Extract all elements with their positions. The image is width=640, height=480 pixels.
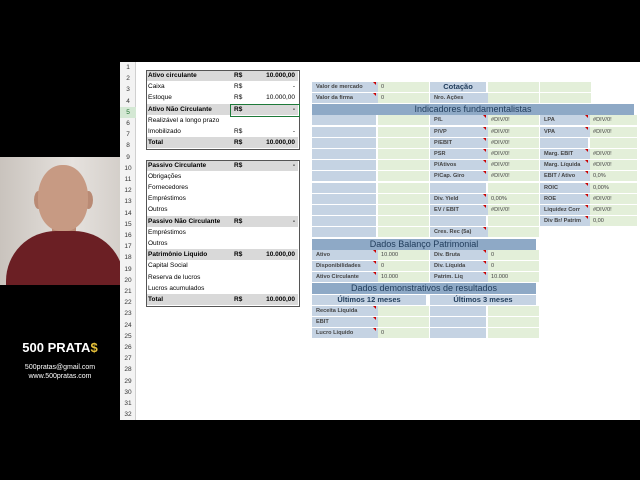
indicator-value[interactable]: #DIV/0!	[590, 115, 637, 125]
comment-marker	[585, 171, 588, 174]
dr-value[interactable]: 0	[378, 328, 429, 338]
row-header[interactable]: 27	[124, 355, 132, 363]
indicator-value[interactable]: #DIV/0!	[488, 171, 539, 181]
indicator-value[interactable]	[590, 138, 637, 148]
bp-label: Patrim. Liq	[430, 272, 490, 282]
comment-marker	[483, 194, 486, 197]
bp-label: Ativo	[312, 250, 380, 260]
indicator-value[interactable]	[488, 227, 539, 237]
blank-cell	[430, 328, 486, 338]
value-cell[interactable]	[378, 160, 429, 170]
indicator-label: Div. Yield	[430, 194, 490, 204]
row-header[interactable]: 11	[124, 176, 132, 183]
brand-logo: 500 PRATA$	[22, 340, 98, 355]
blank-cell	[312, 149, 376, 159]
currency: R$	[234, 83, 243, 91]
row-header[interactable]: 31	[124, 400, 132, 407]
indicator-label: P/EBIT	[430, 138, 490, 148]
indicator-value[interactable]	[488, 216, 539, 226]
blank-cell	[430, 317, 486, 327]
balance-value: 10.000,00	[266, 296, 295, 303]
row-header[interactable]: 30	[124, 388, 132, 396]
indicator-label: P/VP	[430, 127, 490, 137]
balance-label: Fornecedores	[148, 184, 189, 191]
comment-marker	[373, 317, 376, 320]
balance-sheet-table[interactable]	[146, 70, 298, 310]
quote-value[interactable]	[488, 82, 539, 92]
comment-marker	[585, 183, 588, 186]
row-header[interactable]: 28	[124, 366, 132, 374]
bp-label: Disponibilidades	[312, 261, 380, 271]
blank-cell	[312, 205, 376, 215]
indicator-value[interactable]: #DIV/0!	[590, 205, 637, 215]
balance-label: Capital Social	[148, 262, 188, 270]
comment-marker	[483, 250, 486, 253]
indicator-value[interactable]: #DIV/0!	[590, 149, 637, 159]
indicator-label: ROIC	[540, 183, 592, 193]
row-header[interactable]: 5	[120, 107, 136, 118]
row-header[interactable]: 25	[124, 332, 132, 340]
balance-label: Empréstimos	[148, 228, 186, 236]
comment-marker	[373, 250, 376, 253]
comment-marker	[483, 115, 486, 118]
indicator-value[interactable]: #DIV/0!	[590, 127, 637, 137]
value-cell[interactable]	[378, 149, 429, 159]
indicator-label: PSR	[430, 149, 490, 159]
dr-value[interactable]	[378, 306, 429, 316]
indicator-label: P/Cap. Giro	[430, 171, 490, 181]
bp-value[interactable]: 0	[378, 261, 429, 271]
comment-marker	[585, 160, 588, 163]
last-12-months-header: Últimos 12 meses	[312, 295, 426, 305]
indicator-value[interactable]: 0,00	[590, 216, 637, 226]
value-cell[interactable]	[378, 227, 429, 237]
market-value-label: Valor de mercado	[312, 82, 380, 92]
brand-site: www.500pratas.com	[28, 373, 92, 380]
indicators-title: Indicadores fundamentalistas	[312, 104, 634, 115]
comment-marker	[585, 194, 588, 197]
firm-value-label: Valor da firma	[312, 93, 380, 103]
comment-marker	[585, 205, 588, 208]
blank-cell	[312, 127, 376, 137]
indicator-label: EBIT / Ativo	[540, 171, 592, 181]
balance-label: Realizável a longo prazo	[148, 116, 220, 124]
currency: R$	[234, 251, 243, 259]
bp-label: Ativo Circulante	[312, 272, 380, 282]
comment-marker	[483, 272, 486, 275]
balance-value: -	[292, 83, 295, 91]
balance-label: Ativo Não Circulante	[148, 105, 212, 113]
balance-label: Estoque	[148, 94, 172, 102]
currency: R$	[234, 217, 243, 225]
dr-value[interactable]	[488, 306, 539, 316]
blank-cell	[540, 138, 588, 148]
indicator-label: Marg. Líquida	[540, 160, 592, 170]
comment-marker	[483, 205, 486, 208]
comment-marker	[373, 93, 376, 96]
row-header[interactable]: 19	[124, 265, 132, 273]
value-cell[interactable]	[378, 115, 429, 125]
indicator-label: ROE	[540, 194, 592, 204]
presenter-head	[38, 165, 88, 231]
row-header[interactable]: 4	[126, 97, 130, 105]
firm-value[interactable]: 0	[378, 93, 429, 103]
balance-label: Caixa	[148, 83, 165, 91]
comment-marker	[373, 306, 376, 309]
value-cell[interactable]	[378, 171, 429, 181]
comment-marker	[483, 149, 486, 152]
selected-cell[interactable]	[230, 104, 300, 117]
indicator-label: Div Br/ Patrim	[540, 216, 592, 226]
blank-cell	[312, 115, 376, 125]
balance-value: -	[292, 161, 295, 169]
comment-marker	[585, 149, 588, 152]
row-header[interactable]: 13	[124, 198, 132, 206]
balance-label: Patrimônio Liquido	[148, 251, 208, 259]
row-header[interactable]: 12	[124, 187, 132, 195]
indicator-value[interactable]: #DIV/0!	[488, 149, 539, 159]
shares-value[interactable]	[488, 93, 539, 103]
row-header[interactable]: 9	[126, 153, 130, 161]
indicator-label: LPA	[540, 115, 592, 125]
comment-marker	[585, 115, 588, 118]
top-value[interactable]	[540, 82, 591, 92]
comment-marker	[483, 138, 486, 141]
row-header[interactable]: 17	[124, 243, 132, 251]
balance-value: 10.000,00	[266, 139, 295, 147]
value-cell[interactable]	[378, 138, 429, 148]
balance-value: 10.000,00	[266, 94, 295, 102]
comment-marker	[483, 227, 486, 230]
balance-label: Empréstimos	[148, 195, 186, 203]
indicator-value[interactable]: #DIV/0!	[488, 138, 539, 148]
indicator-value[interactable]: #DIV/0!	[488, 160, 539, 170]
row-header[interactable]: 20	[124, 276, 132, 284]
row-header[interactable]: 6	[126, 120, 130, 127]
balance-label: Passivo Não Circulante	[148, 217, 221, 225]
value-cell[interactable]	[378, 205, 429, 215]
row-header[interactable]: 2	[126, 75, 130, 83]
currency: R$	[234, 72, 243, 79]
balance-box	[146, 160, 300, 308]
row-header[interactable]: 24	[124, 321, 132, 329]
indicator-label: P/Ativos	[430, 160, 490, 170]
value-cell[interactable]	[378, 183, 429, 193]
spreadsheet[interactable]	[120, 62, 640, 420]
comment-marker	[585, 216, 588, 219]
row-header[interactable]: 10	[124, 164, 132, 172]
blank-cell	[312, 183, 376, 193]
currency: R$	[234, 105, 243, 113]
balance-label: Outros	[148, 240, 168, 247]
indicator-label: Cres. Rec (5a)	[430, 227, 490, 237]
comment-marker	[483, 261, 486, 264]
indicator-value[interactable]	[488, 183, 539, 193]
comment-marker	[373, 261, 376, 264]
indicator-value[interactable]: 0,00%	[488, 194, 539, 204]
row-header[interactable]: 26	[124, 344, 132, 351]
webcam-video	[0, 157, 120, 285]
blank-cell	[430, 216, 486, 226]
currency: R$	[234, 94, 243, 102]
indicator-value[interactable]: 0,0%	[590, 171, 637, 181]
balance-value: 10.000,00	[266, 72, 295, 79]
blank-cell	[312, 216, 376, 226]
row-header[interactable]: 18	[124, 254, 132, 262]
comment-marker	[585, 127, 588, 130]
row-header[interactable]: 22	[124, 299, 132, 307]
row-header[interactable]: 8	[126, 142, 130, 150]
row-header[interactable]: 15	[124, 220, 132, 228]
comment-marker	[483, 171, 486, 174]
balance-label: Outros	[148, 206, 168, 214]
bp-label: Div. Líquida	[430, 261, 490, 271]
row-header[interactable]: 3	[126, 86, 130, 94]
row-header[interactable]: 21	[124, 288, 132, 295]
indicator-value[interactable]: #DIV/0!	[488, 115, 539, 125]
row-header[interactable]: 7	[126, 131, 130, 139]
row-header[interactable]: 1	[126, 64, 130, 71]
balance-value: 10.000,00	[266, 251, 295, 259]
blank-cell	[430, 306, 486, 316]
dr-value[interactable]	[378, 317, 429, 327]
bp-value[interactable]: 10.000	[488, 272, 539, 282]
dr-label: Lucro Liquido	[312, 328, 380, 338]
bp-value[interactable]: 10.000	[378, 250, 429, 260]
shares-label: Nro. Ações	[430, 93, 490, 103]
indicator-value[interactable]: #DIV/0!	[488, 205, 539, 215]
value-cell[interactable]	[378, 194, 429, 204]
balance-label: Reserva de lucros	[148, 273, 201, 281]
currency: R$	[234, 128, 243, 135]
indicator-value[interactable]: 0,00%	[590, 183, 637, 193]
balance-label: Total	[148, 296, 164, 303]
row-header[interactable]: 23	[124, 310, 132, 318]
currency: R$	[234, 296, 243, 303]
blank-cell	[312, 138, 376, 148]
balance-value: -	[292, 105, 295, 113]
value-cell[interactable]	[378, 127, 429, 137]
blank-cell	[312, 171, 376, 181]
dr-label: Receita Liquida	[312, 306, 380, 316]
blank-cell	[312, 160, 376, 170]
dr-title: Dados demonstrativos de resultados	[312, 283, 536, 294]
indicator-label: Marg. EBIT	[540, 149, 592, 159]
balance-value: -	[292, 217, 295, 225]
brand-email: 500pratas@gmail.com	[24, 364, 96, 371]
indicator-value[interactable]: #DIV/0!	[590, 194, 637, 204]
balance-label: Passivo Circulante	[148, 161, 207, 169]
dr-value[interactable]	[488, 328, 539, 338]
indicator-value[interactable]: #DIV/0!	[488, 127, 539, 137]
last-3-months-header: Últimos 3 meses	[430, 295, 536, 305]
row-headers	[120, 62, 136, 420]
indicator-value[interactable]: #DIV/0!	[590, 160, 637, 170]
market-value[interactable]: 0	[378, 82, 429, 92]
comment-marker	[373, 82, 376, 85]
bp-value[interactable]: 10.000	[378, 272, 429, 282]
balance-label: Imobilizado	[148, 128, 181, 135]
row-header[interactable]: 29	[124, 377, 132, 385]
blank-cell	[312, 194, 376, 204]
indicators-panel[interactable]	[312, 70, 636, 350]
comment-marker	[373, 328, 376, 331]
dr-label: EBIT	[312, 317, 380, 327]
comment-marker	[483, 160, 486, 163]
indicator-label: P/L	[430, 115, 490, 125]
bp-value[interactable]: 0	[488, 261, 539, 271]
currency: R$	[234, 139, 243, 147]
indicator-label: EV / EBIT	[430, 205, 490, 215]
row-header[interactable]: 16	[124, 232, 132, 239]
balance-label: Ativo circulante	[148, 72, 197, 79]
blank-cell	[312, 227, 376, 237]
blank-cell	[430, 183, 486, 193]
balance-label: Lucros acumulados	[148, 284, 205, 292]
value-cell[interactable]	[378, 216, 429, 226]
balance-value: -	[292, 128, 295, 135]
indicator-label: Liquidez Corr	[540, 205, 592, 215]
bp-title: Dados Balanço Patrimonial	[312, 239, 536, 250]
quote-label: Cotação	[430, 82, 486, 92]
currency: R$	[234, 161, 243, 169]
balance-label: Total	[148, 139, 164, 147]
bp-label: Div. Bruta	[430, 250, 490, 260]
row-header[interactable]: 32	[124, 411, 132, 419]
indicator-label: VPA	[540, 127, 592, 137]
comment-marker	[373, 272, 376, 275]
row-header[interactable]: 14	[124, 209, 132, 217]
dr-value[interactable]	[488, 317, 539, 327]
balance-label: Obrigações	[148, 172, 182, 180]
bp-value[interactable]: 0	[488, 250, 539, 260]
top-value[interactable]	[540, 93, 591, 103]
comment-marker	[483, 127, 486, 130]
